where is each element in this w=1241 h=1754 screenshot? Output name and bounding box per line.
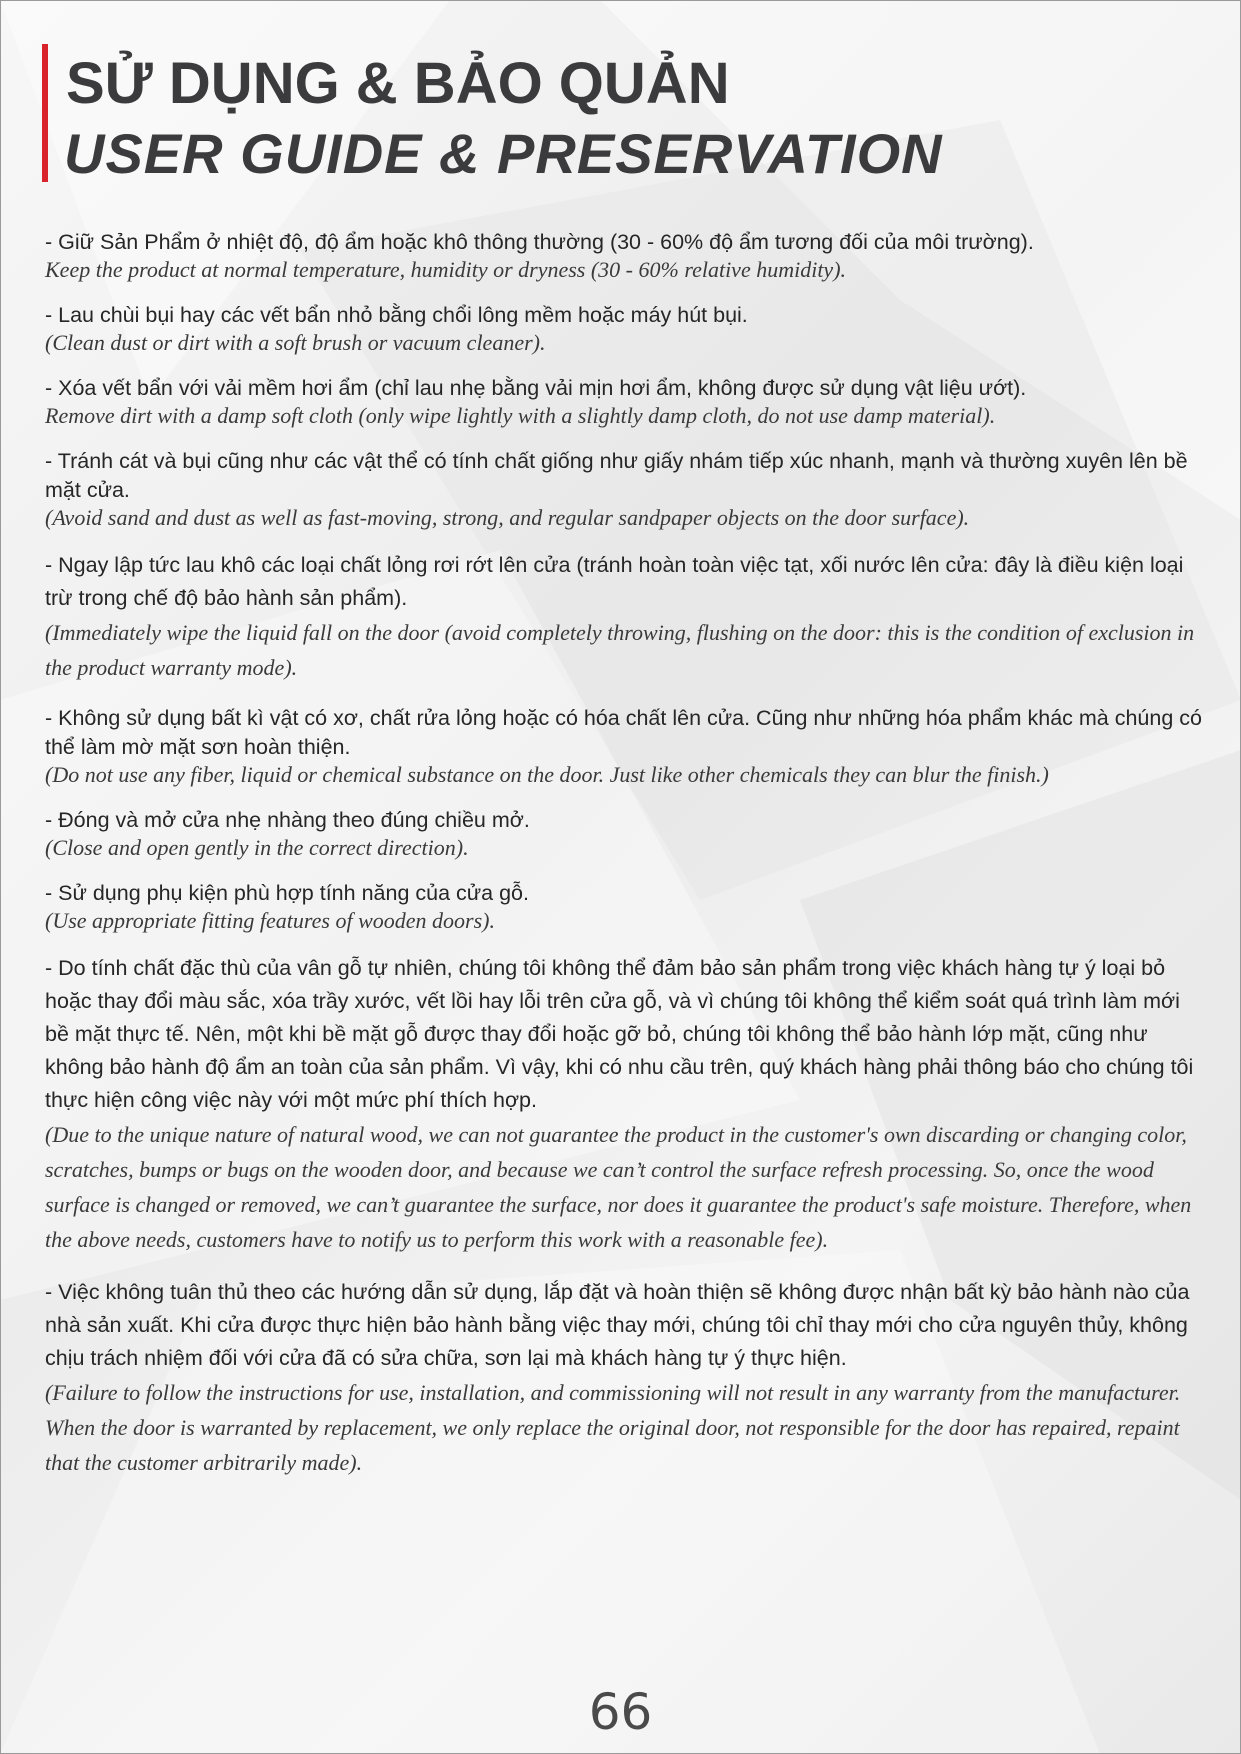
guide-item (45, 374, 1205, 428)
title-english: USER GUIDE & PRESERVATION (64, 122, 943, 185)
guide-item (45, 704, 1205, 787)
guide-item (45, 228, 1205, 282)
guide-item-vietnamese: - Giữ Sản Phẩm ở nhiệt độ, độ ẩm hoặc khô thông thường (30 - 60% độ ẩm tương đối của môi trường). (45, 230, 1034, 254)
guide-item (45, 301, 1205, 355)
guide-item (45, 879, 1205, 933)
page-number: 66 (588, 1683, 653, 1741)
guide-item-vietnamese: - Xóa vết bẩn với vải mềm hơi ẩm (chỉ lau nhẹ bằng vải mịn hơi ẩm, không được sử dụng vật liệu ướt). (45, 376, 1027, 400)
guide-item-english: Remove dirt with a damp soft cloth (only wipe lightly with a slightly damp cloth, do not use damp material). (45, 403, 996, 428)
accent-bar (42, 44, 48, 182)
guide-item-english: (Due to the unique nature of natural wood, we can not guarantee the product in the customer's own discarding or changing color, scratches, bumps or bugs on the wooden door, and because we can’t control the surface refresh processing. So, once the wood surface is changed or removed, we can’t guarantee the surface, nor does it guarantee the product's safe moisture. Therefore, when the above needs, customers have to notify us to perform this work with a reasonable fee). (45, 1122, 1192, 1252)
guide-list (45, 228, 1205, 1499)
guide-item-vietnamese: - Do tính chất đặc thù của vân gỗ tự nhiên, chúng tôi không thể đảm bảo sản phẩm trong việc khách hàng tự ý loại bỏ hoặc thay đổi màu sắc, xóa trầy xước, vết lồi hay lỗi trên cửa gỗ, và vì chúng tôi không thể kiểm soát quá trình làm mới bề mặt thực tế. Nên, một khi bề mặt gỗ được thay đổi hoặc gỡ bỏ, chúng tôi không thể bảo hành lớp mặt, cũng như không bảo hành độ ẩm an toàn của sản phẩm. Vì vậy, khi có nhu cầu trên, quý khách hàng phải thông báo cho chúng tôi thực hiện công việc này với một mức phí thích hợp. (45, 956, 1194, 1112)
guide-item-english: (Do not use any fiber, liquid or chemical substance on the door. Just like other chemicals they can blur the finish.) (45, 762, 1049, 787)
guide-item-english: Keep the product at normal temperature, humidity or dryness (30 - 60% relative humidity). (45, 257, 847, 282)
guide-item-vietnamese: - Lau chùi bụi hay các vết bẩn nhỏ bằng chổi lông mềm hoặc máy hút bụi. (45, 303, 748, 327)
guide-item-vietnamese: - Việc không tuân thủ theo các hướng dẫn sử dụng, lắp đặt và hoàn thiện sẽ không được nhận bất kỳ bảo hành nào của nhà sản xuất. Khi cửa được thực hiện bảo hành bằng việc thay mới, chúng tôi chỉ thay mới cho cửa nguyên thủy, không chịu trách nhiệm đối với cửa đã có sửa chữa, sơn lại mà khách hàng tự ý thực hiện. (45, 1280, 1190, 1370)
guide-item-vietnamese: - Ngay lập tức lau khô các loại chất lỏng rơi rớt lên cửa (tránh hoàn toàn việc tạt, xối nước lên cửa: đây là điều kiện loại trừ trong chế độ bảo hành sản phẩm). (45, 553, 1184, 610)
guide-item-english: (Immediately wipe the liquid fall on the door (avoid completely throwing, flushing on the door: this is the condition of exclusion in the product warranty mode). (45, 620, 1195, 680)
guide-item (45, 1276, 1205, 1480)
guide-item-english: (Use appropriate fitting features of wooden doors). (45, 908, 495, 933)
guide-item-vietnamese: - Sử dụng phụ kiện phù hợp tính năng của cửa gỗ. (45, 881, 529, 905)
guide-item-english: (Close and open gently in the correct direction). (45, 835, 469, 860)
title-vietnamese: SỬ DỤNG & BẢO QUẢN (66, 51, 730, 116)
guide-item (45, 952, 1205, 1257)
guide-item (45, 549, 1205, 685)
guide-item-english: (Clean dust or dirt with a soft brush or vacuum cleaner). (45, 330, 546, 355)
guide-item (45, 447, 1205, 530)
guide-item-vietnamese: - Đóng và mở cửa nhẹ nhàng theo đúng chiều mở. (45, 808, 530, 832)
guide-item (45, 806, 1205, 860)
guide-item-english: (Avoid sand and dust as well as fast-moving, strong, and regular sandpaper objects on the door surface). (45, 505, 970, 530)
guide-item-english: (Failure to follow the instructions for use, installation, and commissioning will not result in any warranty from the manufacturer. When the door is warranted by replacement, we only replace the original door, not responsible for the door has repaired, repaint that the customer arbitrarily made). (45, 1380, 1181, 1475)
guide-item-vietnamese: - Không sử dụng bất kì vật có xơ, chất rửa lỏng hoặc có hóa chất lên cửa. Cũng như những hóa phẩm khác mà chúng có thể làm mờ mặt sơn hoàn thiện. (45, 706, 1202, 759)
guide-item-vietnamese: - Tránh cát và bụi cũng như các vật thể có tính chất giống như giấy nhám tiếp xúc nhanh, mạnh và thường xuyên lên bề mặt cửa. (45, 449, 1188, 502)
